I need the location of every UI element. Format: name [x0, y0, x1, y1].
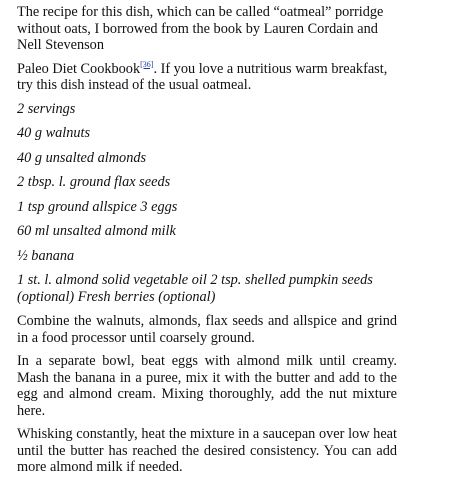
- ingredient-oil-seeds-berries: 1 st. l. almond solid vegetable oil 2 tsp. shelled pumpkin seeds (optional) Fresh berries (optional): [17, 272, 373, 305]
- intro-paragraph-1: The recipe for this dish, which can be called “oatmeal” porridge without oats, I borrowed from the book by Lauren Cordain and Nell Stevenson: [17, 4, 384, 53]
- ingredient-almond-milk: 60 ml unsalted almond milk: [17, 223, 176, 239]
- ingredient-allspice-eggs: 1 tsp ground allspice 3 eggs: [17, 198, 178, 215]
- intro-paragraph-2: [17, 61, 397, 94]
- step-1: Combine the walnuts, almonds, flax seeds and allspice and grind in a food processor until coarsely ground.: [17, 313, 397, 346]
- ingredient-walnuts: 40 g walnuts: [17, 125, 91, 141]
- ingredient-banana: ½ banana: [17, 247, 75, 264]
- intro-paragraph-2-text: . If you love a nutritious warm breakfast, try this dish instead of the usual oatmeal.: [17, 60, 388, 93]
- step-3: Whisking constantly, heat the mixture in a saucepan over low heat until the butter has reached the desired consistency. You can add more almond milk if needed.: [17, 426, 397, 475]
- ingredient-almonds: 40 g unsalted almonds: [17, 149, 147, 166]
- recipe-page: [17, 4, 397, 483]
- servings-line: 2 servings: [17, 100, 76, 117]
- footnote-reference-link[interactable]: [36]: [140, 59, 154, 69]
- book-title: Paleo Diet Cookbook: [17, 60, 141, 77]
- step-2: In a separate bowl, beat eggs with almond milk until creamy. Mash the banana in a puree, mix it with the butter and add to the egg and almond cream. Mixing thoroughly, add the nut mixture here.: [17, 353, 397, 419]
- ingredient-flax-seeds: 2 tbsp. l. ground flax seeds: [17, 174, 171, 190]
